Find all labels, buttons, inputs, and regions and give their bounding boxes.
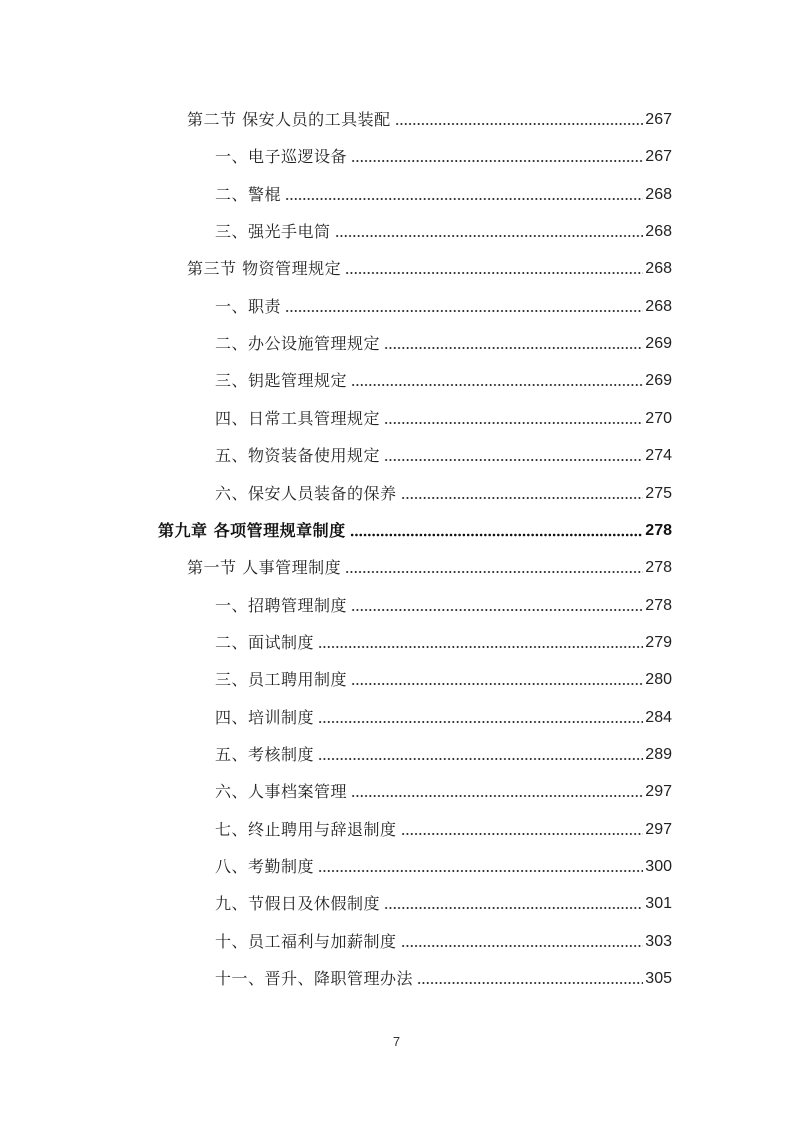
- toc-entry-title: 四、日常工具管理规定: [215, 408, 381, 428]
- toc-entry-title: 五、考核制度: [215, 744, 315, 764]
- toc-item-entry[interactable]: [215, 780, 672, 804]
- dot-leader: [285, 197, 643, 201]
- toc-entry-title: 二、警棍: [215, 184, 282, 204]
- toc-item-entry[interactable]: [215, 668, 672, 692]
- toc-item-entry[interactable]: [215, 818, 672, 842]
- toc-entry-title: 二、面试制度: [215, 632, 315, 652]
- toc-section-entry[interactable]: [187, 556, 672, 580]
- toc-item-entry[interactable]: [215, 295, 672, 319]
- toc-section-entry[interactable]: [187, 257, 672, 281]
- toc-item-entry[interactable]: [215, 743, 672, 767]
- dot-leader: [318, 645, 643, 649]
- dot-leader: [318, 869, 643, 873]
- toc-entry-page: 284: [645, 708, 672, 726]
- dot-leader: [345, 271, 643, 275]
- toc-entry-page: 274: [645, 447, 672, 465]
- toc-entry-title: 一、招聘管理制度: [215, 595, 348, 615]
- dot-leader: [351, 159, 643, 163]
- toc-entry-title: 十一、晋升、降职管理办法: [215, 969, 414, 989]
- dot-leader: [384, 906, 643, 910]
- toc-entry-title: 六、人事档案管理: [215, 782, 348, 802]
- dot-leader: [395, 122, 644, 126]
- toc-entry-page: 278: [645, 596, 672, 614]
- dot-leader: [384, 421, 643, 425]
- toc-entry-title: 九、节假日及休假制度: [215, 894, 381, 914]
- dot-leader: [351, 383, 643, 387]
- dot-leader: [351, 794, 643, 798]
- toc-entry-page: 267: [645, 148, 672, 166]
- toc-entry-page: 301: [645, 895, 672, 913]
- toc-entry-page: 269: [645, 335, 672, 353]
- toc-item-entry[interactable]: [215, 332, 672, 356]
- dot-leader: [384, 346, 643, 350]
- dot-leader: [384, 458, 643, 462]
- toc-entry-page: 303: [645, 932, 672, 950]
- toc-entry-page: 297: [645, 820, 672, 838]
- toc-entry-page: 278: [645, 559, 672, 577]
- toc-entry-page: 305: [645, 970, 672, 988]
- toc-item-entry[interactable]: [215, 892, 672, 916]
- toc-entry-page: 279: [645, 633, 672, 651]
- toc-entry-title: 第三节 物资管理规定: [187, 259, 342, 279]
- toc-entry-title: 第九章 各项管理规章制度: [158, 520, 346, 540]
- toc-entry-title: 七、终止聘用与辞退制度: [215, 819, 397, 839]
- toc-entry-title: 五、物资装备使用规定: [215, 446, 381, 466]
- toc-entry-title: 六、保安人员装备的保养: [215, 483, 397, 503]
- toc-entry-page: 268: [645, 223, 672, 241]
- toc-entry-title: 十、员工福利与加薪制度: [215, 931, 397, 951]
- toc-entry-page: 289: [645, 745, 672, 763]
- toc-item-entry[interactable]: [215, 631, 672, 655]
- toc-item-entry[interactable]: [215, 594, 672, 618]
- toc-chapter-entry[interactable]: [158, 519, 672, 543]
- dot-leader: [285, 309, 643, 313]
- dot-leader: [351, 682, 643, 686]
- toc-entry-title: 三、员工聘用制度: [215, 670, 348, 690]
- toc-item-entry[interactable]: [215, 407, 672, 431]
- toc-entry-title: 四、培训制度: [215, 707, 315, 727]
- dot-leader: [401, 832, 644, 836]
- dot-leader: [350, 533, 644, 537]
- dot-leader: [401, 944, 644, 948]
- toc-entry-page: 268: [645, 260, 672, 278]
- toc-entry-title: 第二节 保安人员的工具装配: [187, 110, 391, 129]
- toc-entry-page: 300: [645, 858, 672, 875]
- dot-leader: [318, 757, 643, 761]
- toc-item-entry[interactable]: [215, 145, 672, 169]
- toc-item-entry[interactable]: [215, 220, 672, 244]
- dot-leader: [318, 720, 643, 724]
- toc-item-entry[interactable]: [215, 183, 672, 207]
- toc-entry-page: 270: [645, 409, 672, 427]
- toc-item-entry[interactable]: [215, 855, 672, 879]
- toc-entry-page: 269: [645, 372, 672, 390]
- dot-leader: [351, 608, 643, 612]
- toc-entry-title: 一、电子巡逻设备: [215, 147, 348, 167]
- toc-item-entry[interactable]: [215, 369, 672, 393]
- toc-entry-page: 280: [645, 671, 672, 689]
- toc-entry-page: 297: [645, 783, 672, 801]
- toc-item-entry[interactable]: [215, 930, 672, 954]
- toc-entry-page: 268: [645, 185, 672, 203]
- toc-section-entry[interactable]: [187, 108, 672, 132]
- toc-item-entry[interactable]: [215, 967, 672, 991]
- toc-entry-title: 八、考勤制度: [215, 857, 315, 876]
- dot-leader: [417, 981, 643, 985]
- toc-entry-page: 267: [645, 111, 672, 128]
- toc-entry-page: 278: [645, 521, 672, 539]
- dot-leader: [401, 496, 644, 500]
- toc-entry-page: 275: [645, 484, 672, 502]
- toc-entry-title: 三、钥匙管理规定: [215, 371, 348, 391]
- toc-item-entry[interactable]: [215, 444, 672, 468]
- toc-entry-title: 三、强光手电筒: [215, 222, 331, 242]
- toc-entry-title: 二、办公设施管理规定: [215, 334, 381, 354]
- toc-item-entry[interactable]: [215, 706, 672, 730]
- dot-leader: [345, 570, 643, 574]
- toc-item-entry[interactable]: [215, 482, 672, 506]
- toc-entry-page: 268: [645, 297, 672, 315]
- page-number: 7: [392, 1034, 401, 1049]
- toc-entry-title: 第一节 人事管理制度: [187, 558, 342, 578]
- dot-leader: [335, 234, 644, 238]
- toc-entry-title: 一、职责: [215, 296, 282, 316]
